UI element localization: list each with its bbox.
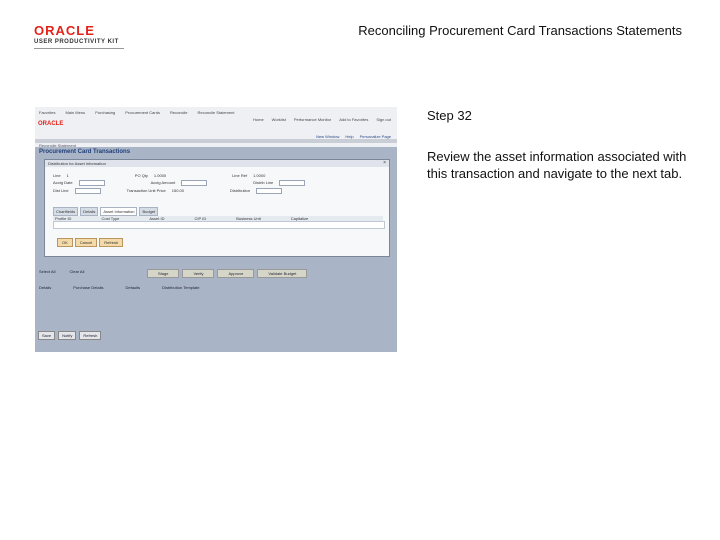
- defaults-link[interactable]: Defaults: [125, 285, 141, 290]
- clear-all-link[interactable]: Clear All: [69, 269, 85, 274]
- top-link[interactable]: Sign out: [376, 117, 391, 122]
- modal-title: Distribution for Asset Information: [48, 161, 106, 166]
- distribution-subtabs: [53, 207, 158, 216]
- nav-link[interactable]: Personalize Page: [359, 134, 391, 139]
- field-label: Acctg Amount: [150, 180, 176, 185]
- menu-item[interactable]: Favorites: [39, 110, 56, 115]
- breadcrumb[interactable]: Reconcile Statement: [39, 143, 76, 148]
- column-header: Business Unit: [236, 216, 261, 221]
- stage-button[interactable]: Stage: [147, 269, 179, 278]
- app-menu-breadcrumb: [39, 110, 234, 115]
- field-value: 1.0000: [253, 173, 266, 178]
- field-label: Distribution: [230, 188, 251, 193]
- oracle-upk-logo: [34, 24, 124, 48]
- field-label: Line: [53, 173, 61, 178]
- field-row: [53, 180, 305, 186]
- modal-titlebar: [45, 160, 389, 167]
- step-instruction: Review the asset information associated with this transaction and navigate to the next tab.: [427, 149, 687, 181]
- logo-subtitle: USER PRODUCTIVITY KIT: [34, 39, 119, 45]
- subtab-asset-information[interactable]: Asset Information: [100, 207, 137, 216]
- field-value: 150.00: [171, 188, 184, 193]
- asset-information-modal: [44, 159, 390, 257]
- distribution-select[interactable]: [256, 188, 282, 194]
- distribution-template-link[interactable]: Distribution Template: [162, 285, 200, 290]
- date-field[interactable]: [79, 180, 105, 186]
- select-all-link[interactable]: Select All: [39, 269, 56, 274]
- asset-grid-row[interactable]: [53, 221, 385, 229]
- column-header: Capitalize: [290, 216, 309, 221]
- notify-button[interactable]: Notify: [58, 331, 76, 340]
- close-icon[interactable]: ×: [383, 160, 386, 166]
- step-label: Step 32: [427, 108, 472, 123]
- action-buttons: [147, 269, 307, 278]
- menu-item[interactable]: Reconcile Statement: [197, 110, 235, 115]
- app-top-links: [253, 117, 391, 122]
- validate-budget-button[interactable]: Validate Budget: [257, 269, 307, 278]
- field-label: Line Ref: [232, 173, 248, 178]
- save-button[interactable]: Save: [38, 331, 55, 340]
- subtab-budget[interactable]: Budget: [139, 207, 158, 216]
- field-row: [53, 188, 282, 194]
- field-label: Acctg Date: [53, 180, 73, 185]
- column-header: Cost Type: [101, 216, 120, 221]
- ok-button[interactable]: OK: [57, 238, 73, 247]
- menu-item[interactable]: Procurement Cards: [125, 110, 160, 115]
- top-link[interactable]: Add to Favorites: [339, 117, 369, 122]
- top-link[interactable]: Worklist: [271, 117, 286, 122]
- modal-buttons: [57, 238, 123, 247]
- subtab-details[interactable]: Details: [80, 207, 98, 216]
- field-label: PO Qty: [134, 173, 148, 178]
- cancel-button[interactable]: Cancel: [75, 238, 97, 247]
- details-link[interactable]: Details: [39, 285, 52, 290]
- refresh-page-button[interactable]: Refresh: [79, 331, 101, 340]
- verify-button[interactable]: Verify: [182, 269, 214, 278]
- logo-wordmark: ORACLE: [34, 23, 95, 38]
- field-label: Dist Line: [53, 188, 69, 193]
- nav-link[interactable]: New Window: [316, 134, 340, 139]
- document-title: Reconciling Procurement Card Transactions Statements: [358, 23, 682, 38]
- column-header: Profile ID: [55, 216, 72, 221]
- app-header-bar: [35, 139, 397, 143]
- top-link[interactable]: Performance Monitor: [293, 117, 332, 122]
- subtab-chartfields[interactable]: Chartfields: [53, 207, 78, 216]
- distrib-field[interactable]: [279, 180, 305, 186]
- field-row: [53, 173, 265, 178]
- field-label: Transaction Unit Price: [126, 188, 166, 193]
- menu-item[interactable]: Main Menu: [65, 110, 86, 115]
- dist-line-field[interactable]: [75, 188, 101, 194]
- app-logo: ORACLE: [38, 121, 64, 127]
- menu-item[interactable]: Purchasing: [95, 110, 116, 115]
- column-header: Asset ID: [149, 216, 165, 221]
- field-label: Distrib Line: [253, 180, 274, 185]
- column-header: CIP ID: [194, 216, 207, 221]
- logo-divider: [34, 48, 124, 49]
- field-value: 1: [66, 173, 69, 178]
- amount-field[interactable]: [181, 180, 207, 186]
- menu-item[interactable]: Reconcile: [169, 110, 188, 115]
- purchase-details-link[interactable]: Purchase Details: [73, 285, 104, 290]
- selection-links: [39, 269, 84, 274]
- application-screenshot: [35, 107, 397, 352]
- field-value: 1.0000: [153, 173, 167, 178]
- page-section-links: [39, 285, 199, 290]
- nav-link[interactable]: Help: [345, 134, 354, 139]
- page-title: Procurement Card Transactions: [39, 149, 131, 155]
- top-link[interactable]: Home: [253, 117, 264, 122]
- refresh-button[interactable]: Refresh: [99, 238, 123, 247]
- save-toolbar: [38, 331, 101, 340]
- approve-button[interactable]: Approve: [217, 269, 254, 278]
